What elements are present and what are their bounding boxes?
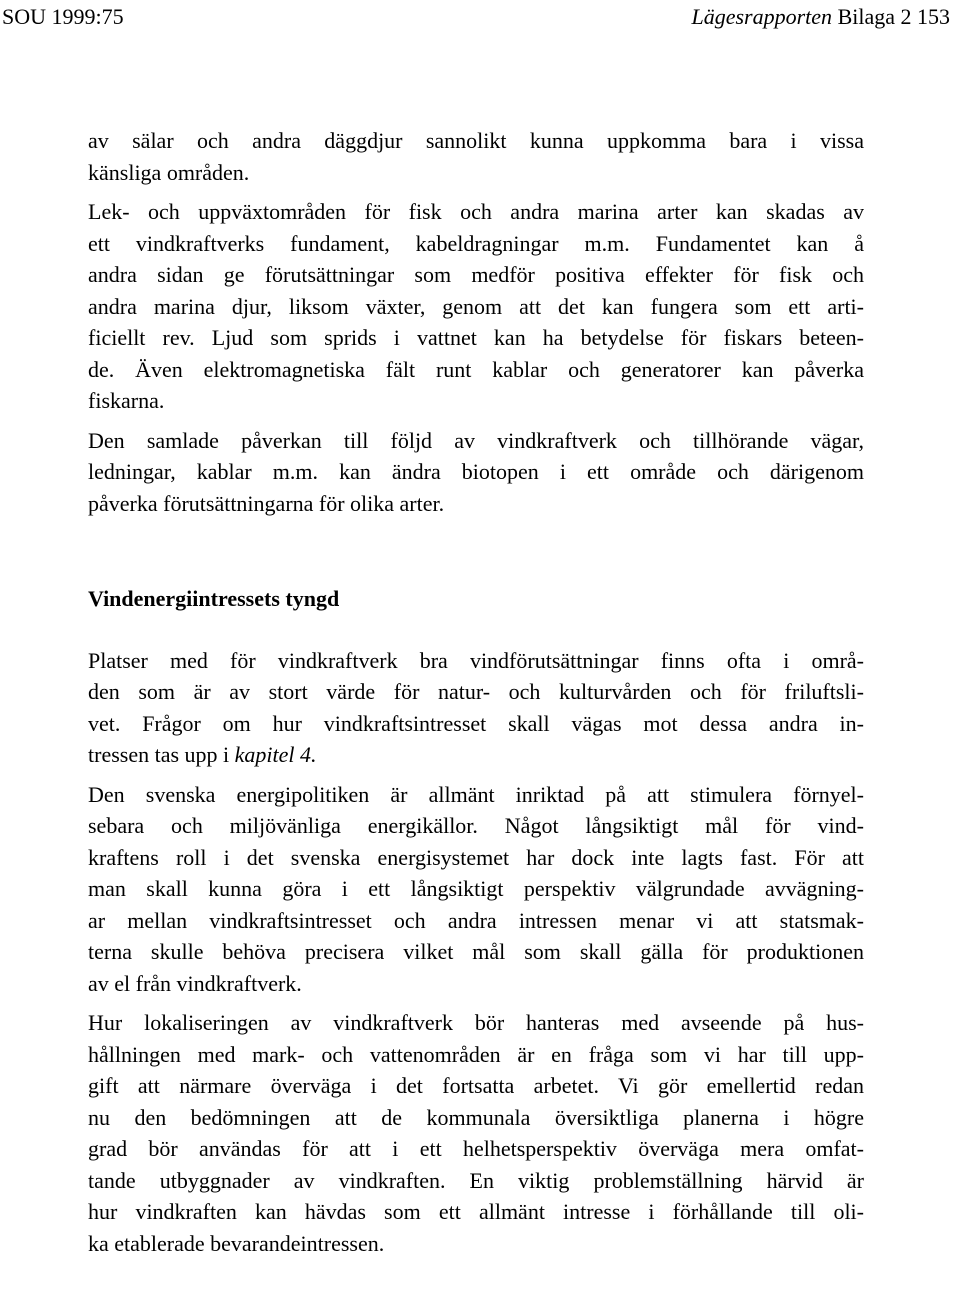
text-line: hållningen med mark- och vattenområden är en fråga som vi har till upp- (88, 1041, 864, 1067)
text-line: man skall kunna göra i ett långsiktigt perspektiv välgrundade avvägning- (88, 876, 864, 901)
text-line: ett vindkraftverks fundament, kabeldragningar m.m. Fundamentet kan å (88, 230, 864, 256)
text-line: kraftens roll i det svenska energisystemet har dock inte lagts fast. För att (88, 844, 864, 870)
text-line: gift att närmare överväga i det fortsatta arbetet. Vi gör emellertid redan (88, 1073, 864, 1098)
text-line: grad bör användas för att i ett helhetsperspektiv överväga mera omfat- (88, 1136, 864, 1161)
page-header (0, 2, 960, 32)
paragraph (88, 1007, 864, 1259)
text-line (88, 739, 864, 771)
text-line: vet. Frågor om hur vindkraftsintresset skall vägas mot dessa andra in- (88, 710, 864, 736)
paragraph (88, 425, 864, 520)
page-number: 153 (917, 4, 950, 29)
text-line: Lek- och uppväxtområden för fisk och andra marina arter kan skadas av (88, 199, 864, 224)
text-line: hur vindkraften kan hävdas som ett allmänt intresse i förhållande till oli- (88, 1199, 864, 1224)
paragraph (88, 125, 864, 188)
text-line: den som är av stort värde för natur- och kulturvården och för friluftsli- (88, 679, 864, 704)
text-line: ka etablerade bevarandeintressen. (88, 1230, 385, 1256)
text-line: av sälar och andra däggdjur sannolikt kunna uppkomma bara i vissa (88, 128, 864, 153)
text-line: Platser med för vindkraftverk bra vindförutsättningar finns ofta i områ- (88, 647, 864, 673)
text-line: fiskarna. (88, 388, 165, 413)
text-line: ledningar, kablar m.m. kan ändra biotopen i ett område och därigenom (88, 459, 864, 484)
text-line: andra marina djur, liksom växter, genom att det kan fungera som ett arti- (88, 293, 864, 319)
text-segment: tressen tas upp i (88, 742, 235, 767)
running-head (692, 2, 951, 32)
text-line: påverka förutsättningarna för olika arter. (88, 490, 445, 516)
document-reference: SOU 1999:75 (2, 4, 124, 29)
chapter-reference: kapitel 4. (234, 742, 317, 767)
text-line: Hur lokaliseringen av vindkraftverk bör hanteras med avseende på hus- (88, 1010, 864, 1035)
text-line: andra sidan ge förutsättningar som medför positiva effekter för fisk och (88, 262, 864, 287)
text-line: känsliga områden. (88, 159, 250, 185)
text-line: terna skulle behöva precisera vilket mål som skall gälla för produktionen (88, 939, 864, 964)
appendix-label: Bilaga 2 (837, 4, 912, 29)
text-line: av el från vindkraftverk. (88, 970, 302, 996)
text-line: Den samlade påverkan till följd av vindkraftverk och tillhörande vägar, (88, 427, 864, 453)
paragraph (88, 779, 864, 1000)
text-line: tande utbyggnader av vindkraften. En viktig problemställning härvid är (88, 1167, 864, 1193)
text-line: ar mellan vindkraftsintresset och andra intressen menar vi att statsmak- (88, 907, 864, 933)
section-heading: Vindenergiintressets tyngd (88, 586, 340, 611)
text-line: sebara och miljövänliga energikällor. Något långsiktigt mål för vind- (88, 813, 864, 838)
text-line: ficiellt rev. Ljud som sprids i vattnet kan ha betydelse för fiskars beteen- (88, 325, 864, 350)
page-body (88, 125, 864, 1259)
text-line: de. Även elektromagnetiska fält runt kablar och generatorer kan påverka (88, 356, 864, 382)
text-line: Den svenska energipolitiken är allmänt inriktad på att stimulera förnyel- (88, 781, 864, 807)
paragraph (88, 645, 864, 771)
text-line: nu den bedömningen att de kommunala översiktliga planerna i högre (88, 1104, 864, 1130)
paragraph (88, 196, 864, 417)
section-title: Lägesrapporten (691, 4, 833, 29)
